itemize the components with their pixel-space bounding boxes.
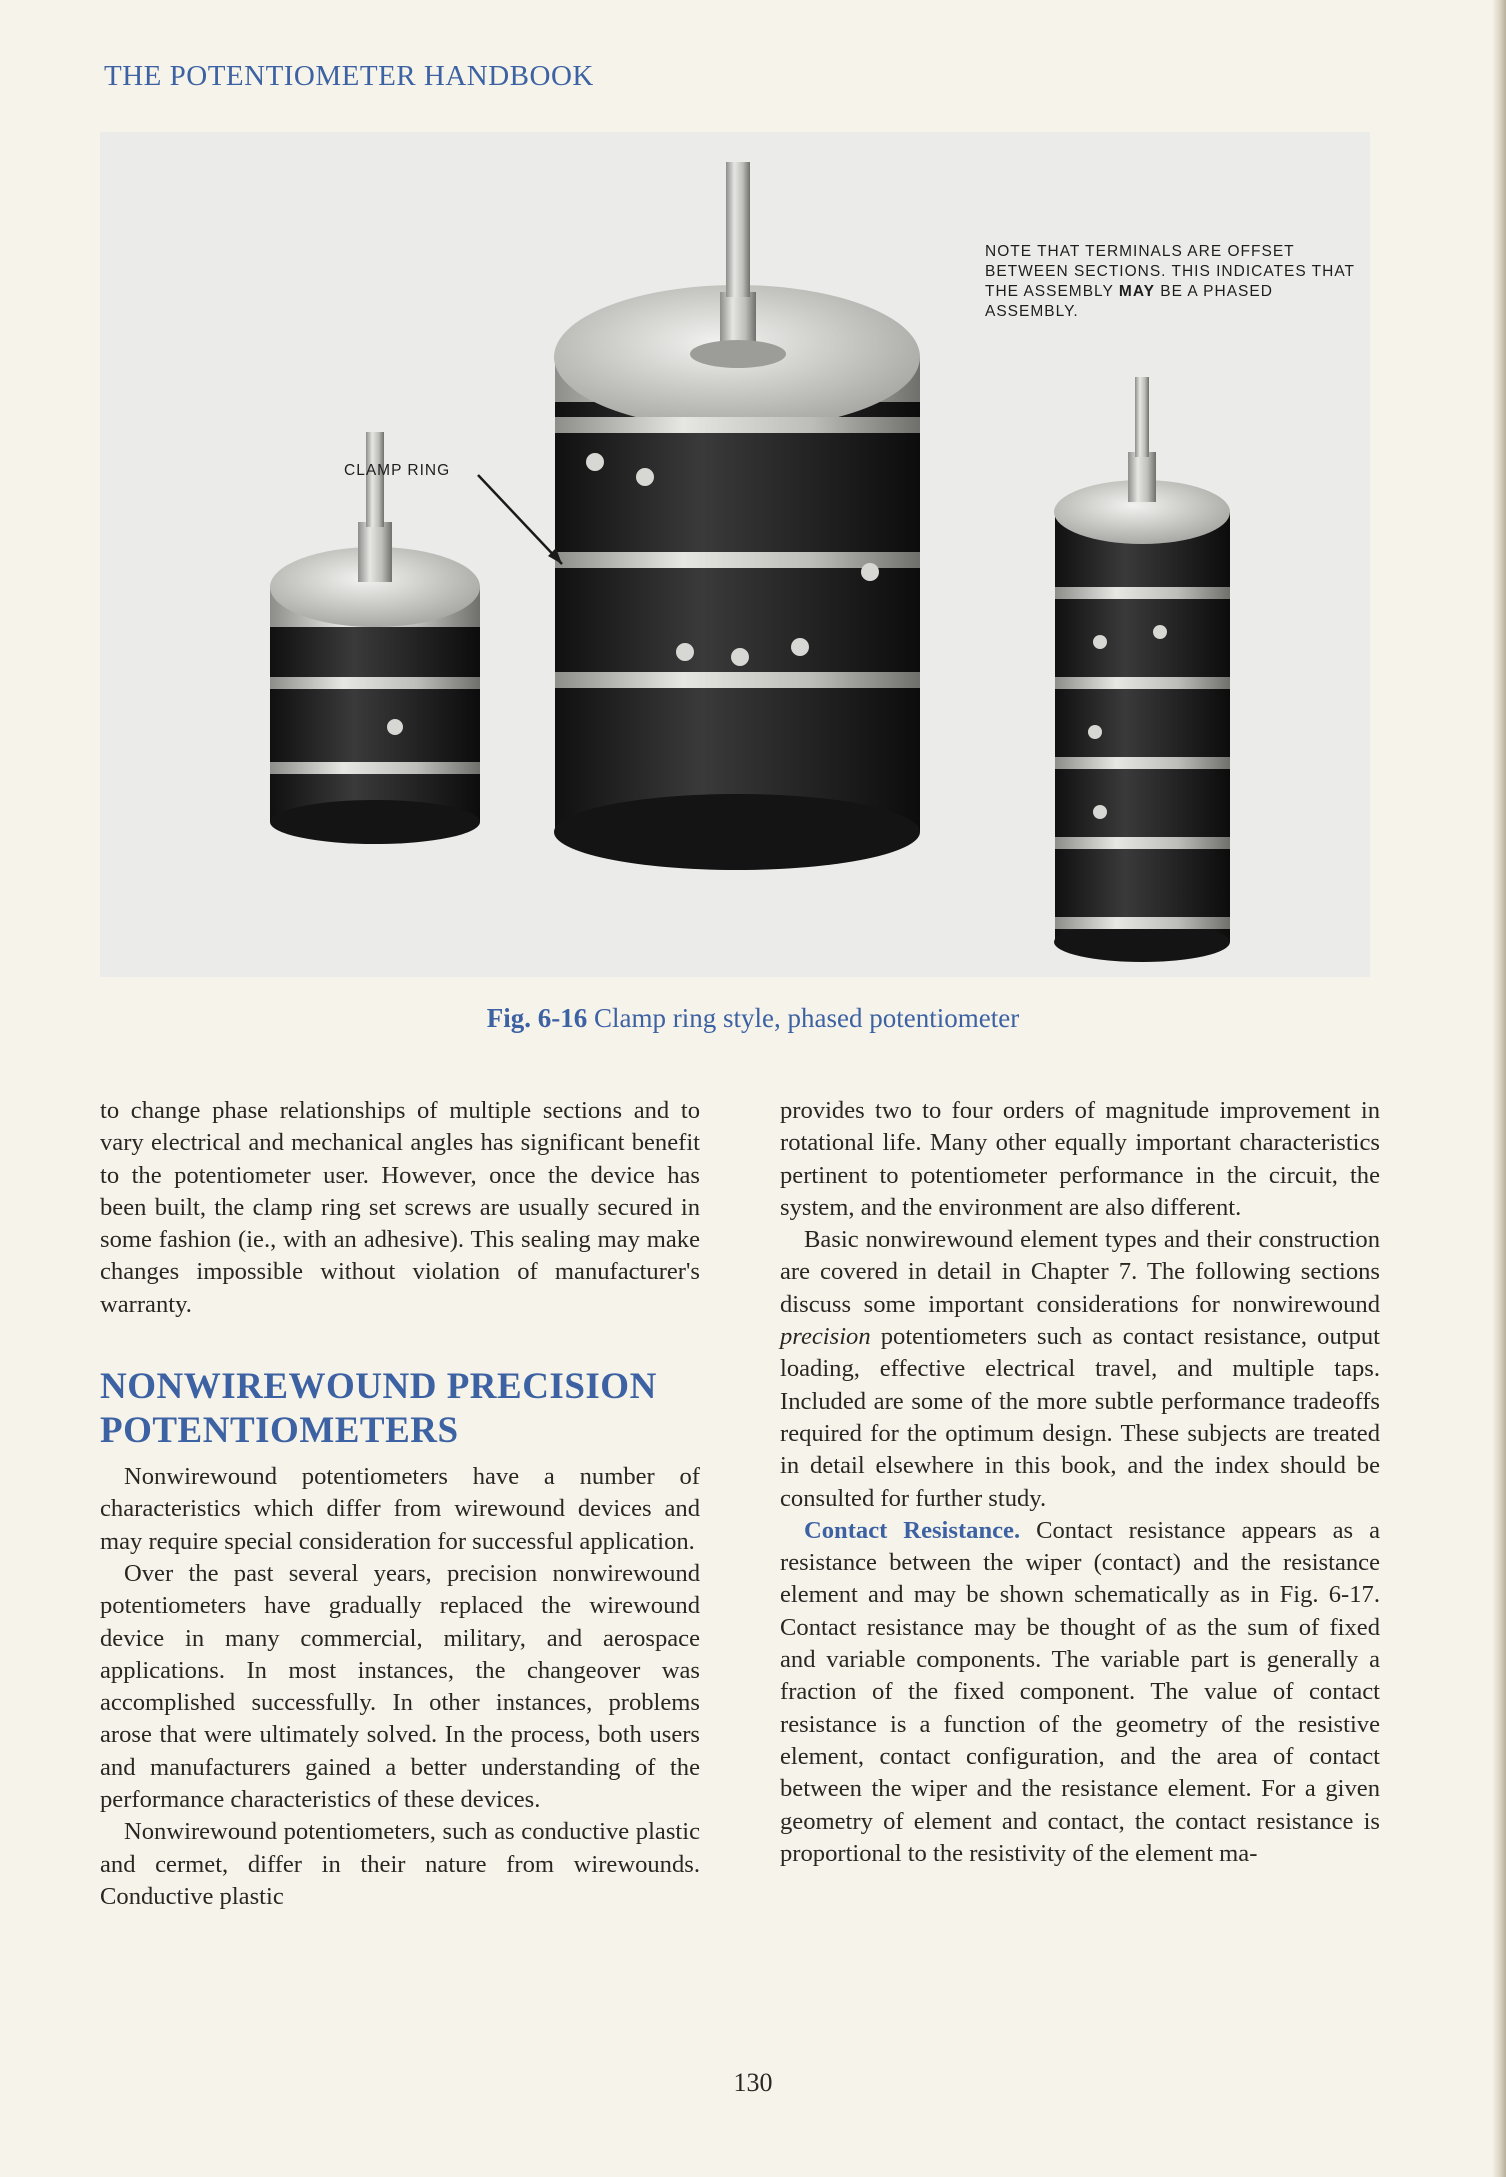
figure-number: Fig. 6-16 [486, 1003, 588, 1033]
clamp-ring-label: CLAMP RING [344, 462, 451, 479]
paragraph: Nonwirewound potentiometers have a number of characteristics which differ from wirewound devices and may require special consideration for successful application. [100, 1463, 700, 1555]
paragraph: provides two to four orders of magnitude improvement in rotational life. Many other equally important characteristics pertinent to potentiometer performance in the circuit, the system, and the environment are also different. [780, 1097, 1380, 1221]
small-potentiometer-left [270, 432, 480, 844]
right-column [780, 1095, 1380, 1870]
figure-caption [0, 1003, 1506, 1034]
section-heading: NONWIREWOUND PRECISION POTENTIOMETERS [100, 1366, 657, 1452]
page-number: 130 [733, 2068, 773, 2097]
paragraph: Contact Resistance. Contact resistance appears as a resistance between the wiper (contact) and the resistance element and may be shown schematically as in Fig. 6-17. Contact resistance may be thought of as the sum of fixed and variable components. The variable part is generally a fraction of the fixed component. The value of contact resistance is a function of the geometry of the resistive element, contact configuration, and the area of contact between the wiper and the resistance element. For a given geometry of element and contact, the contact resistance is proportional to the resistivity of the element ma- [780, 1516, 1380, 1867]
stacked-potentiometer-right [1054, 377, 1230, 962]
figure-photo [100, 132, 1370, 977]
running-head: THE POTENTIOMETER HANDBOOK [104, 60, 594, 92]
run-in-heading: Contact Resistance. [804, 1516, 1021, 1544]
figure-note: NOTE THAT TERMINALS ARE OFFSET BETWEEN SECTIONS. THIS INDICATES THAT THE ASSEMBLY MAY BE A PHASED ASSEMBLY. [985, 243, 1355, 320]
figure-caption-text: Clamp ring style, phased potentiometer [594, 1003, 1020, 1033]
paragraph: Nonwirewound potentiometers, such as conductive plastic and cermet, differ in their nature from wirewounds. Conductive plastic [100, 1818, 700, 1910]
large-potentiometer [554, 162, 920, 870]
paragraph: Over the past several years, precision nonwirewound potentiometers have gradually replaced the wirewound device in many commercial, military, and aerospace applications. In most instances, the changeover was accomplished successfully. In other instances, problems arose that were ultimately solved. In the process, both users and manufacturers gained a better understanding of the performance characteristics of these devices. [100, 1559, 700, 1814]
page-spine-shadow [1492, 0, 1506, 2177]
paragraph: Basic nonwirewound element types and their construction are covered in detail in Chapter 7. The following sections discuss some important considerations for nonwirewound precision potentiometers such as contact resistance, output loading, effective electrical travel, and multiple taps. Included are some of the more subtle performance tradeoffs required for the optimum design. These subjects are treated in detail elsewhere in this book, and the index should be consulted for further study. [780, 1226, 1381, 1512]
paragraph: to change phase relationships of multiple sections and to vary electrical and mechanical angles has significant benefit to the potentiometer user. However, once the device has been built, the clamp ring set screws are usually secured in some fashion (ie., with an adhesive). This sealing may make changes impossible without violation of manufacturer's warranty. [100, 1097, 700, 1318]
left-column [100, 1095, 700, 1913]
clamp-ring-pointer [478, 475, 562, 564]
